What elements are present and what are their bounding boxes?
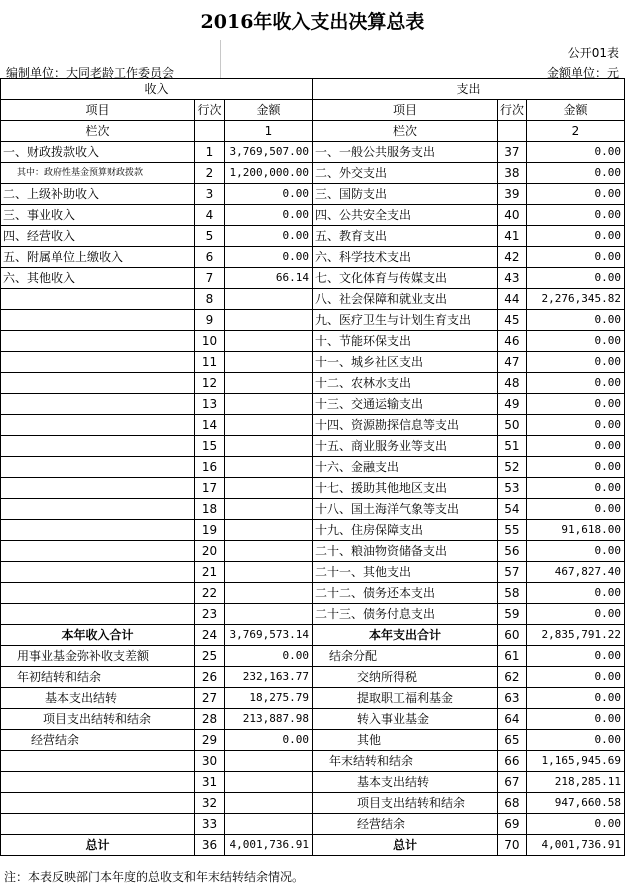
expense-amount-cell: 0.00: [526, 688, 624, 709]
income-row-number: 5: [194, 226, 224, 247]
column-index-row: [1, 121, 625, 142]
income-row-number: 11: [194, 352, 224, 373]
expense-item-cell: 四、公共安全支出: [312, 205, 497, 226]
expense-row-number: 39: [497, 184, 526, 205]
reporting-organization: 编制单位：大同老龄工作委员会: [6, 66, 175, 80]
income-row-number: 33: [194, 814, 224, 835]
expense-row-number: 51: [497, 436, 526, 457]
income-row-number: 27: [194, 688, 224, 709]
income-index-label: 栏次: [1, 121, 195, 142]
table-row: [1, 457, 625, 478]
expense-item-cell: 转入事业基金: [312, 709, 497, 730]
income-item-cell: 用事业基金弥补收支差额: [1, 646, 195, 667]
expense-row-number: 60: [497, 625, 526, 646]
income-amount-cell: [224, 310, 312, 331]
expense-row-number: 69: [497, 814, 526, 835]
income-row-number: 24: [194, 625, 224, 646]
expense-row-number: 52: [497, 457, 526, 478]
expense-amount-cell: 0.00: [526, 163, 624, 184]
income-item-cell: [1, 751, 195, 772]
income-amount-cell: 0.00: [224, 226, 312, 247]
expense-amount-cell: 0.00: [526, 352, 624, 373]
expense-item-cell: 二十、粮油物资储备支出: [312, 541, 497, 562]
income-amount-cell: 3,769,507.00: [224, 142, 312, 163]
income-row-number: 10: [194, 331, 224, 352]
income-row-number: 15: [194, 436, 224, 457]
expense-amount-cell: 0.00: [526, 373, 624, 394]
table-row: [1, 520, 625, 541]
income-row-number: 9: [194, 310, 224, 331]
income-item-cell: [1, 331, 195, 352]
income-section-header: 收入: [1, 79, 313, 100]
income-amount-cell: [224, 373, 312, 394]
income-item-cell: 项目支出结转和结余: [1, 709, 195, 730]
income-item-cell: [1, 394, 195, 415]
expense-row-number: 43: [497, 268, 526, 289]
income-item-cell: 经营结余: [1, 730, 195, 751]
expense-item-cell: 结余分配: [312, 646, 497, 667]
expense-amount-cell: 0.00: [526, 247, 624, 268]
expense-item-cell: 十四、资源勘探信息等支出: [312, 415, 497, 436]
table-row: [1, 331, 625, 352]
table-row: [1, 499, 625, 520]
income-row-number: 4: [194, 205, 224, 226]
income-item-cell: 基本支出结转: [1, 688, 195, 709]
income-item-cell: 本年收入合计: [1, 625, 195, 646]
table-row: [1, 205, 625, 226]
income-amount-cell: [224, 352, 312, 373]
expense-amount-cell: 2,835,791.22: [526, 625, 624, 646]
expense-item-cell: 二十二、债务还本支出: [312, 583, 497, 604]
income-amount-cell: 66.14: [224, 268, 312, 289]
income-row-number: 30: [194, 751, 224, 772]
income-amount-cell: 0.00: [224, 646, 312, 667]
expense-amount-cell: 0.00: [526, 310, 624, 331]
income-amount-cell: [224, 499, 312, 520]
expense-item-cell: 本年支出合计: [312, 625, 497, 646]
expense-row-number: 62: [497, 667, 526, 688]
expense-row-number: 37: [497, 142, 526, 163]
expense-item-cell: 十一、城乡社区支出: [312, 352, 497, 373]
expense-row-number: 49: [497, 394, 526, 415]
income-row-number: 3: [194, 184, 224, 205]
expense-amount-cell: 91,618.00: [526, 520, 624, 541]
table-row: [1, 394, 625, 415]
income-item-cell: 总计: [1, 835, 195, 856]
expense-amount-cell: 0.00: [526, 268, 624, 289]
income-amount-cell: 232,163.77: [224, 667, 312, 688]
expense-item-cell: 十、节能环保支出: [312, 331, 497, 352]
income-row-number: 14: [194, 415, 224, 436]
expense-amount-cell: 218,285.11: [526, 772, 624, 793]
expense-amount-cell: 0.00: [526, 184, 624, 205]
expense-item-cell: 十六、金融支出: [312, 457, 497, 478]
expense-row-number: 61: [497, 646, 526, 667]
expense-row-number: 57: [497, 562, 526, 583]
expense-amount-cell: 0.00: [526, 226, 624, 247]
expense-row-number: 54: [497, 499, 526, 520]
expense-row-number: 44: [497, 289, 526, 310]
table-row: [1, 436, 625, 457]
income-item-cell: [1, 772, 195, 793]
expense-item-cell: 十八、国土海洋气象等支出: [312, 499, 497, 520]
expense-amount-cell: 0.00: [526, 814, 624, 835]
report-title: 2016年收入支出决算总表: [200, 10, 425, 33]
income-row-number: 28: [194, 709, 224, 730]
income-amount-cell: 213,887.98: [224, 709, 312, 730]
expense-item-cell: 经营结余: [312, 814, 497, 835]
expense-item-header: 项目: [312, 100, 497, 121]
table-row: [1, 310, 625, 331]
table-row: [1, 541, 625, 562]
income-item-cell: [1, 415, 195, 436]
expense-row-number: 63: [497, 688, 526, 709]
expense-item-cell: 六、科学技术支出: [312, 247, 497, 268]
income-item-cell: [1, 814, 195, 835]
expense-item-cell: 基本支出结转: [312, 772, 497, 793]
income-row-number: 7: [194, 268, 224, 289]
table-row: [1, 268, 625, 289]
expense-row-number: 68: [497, 793, 526, 814]
expense-item-cell: 五、教育支出: [312, 226, 497, 247]
income-row-number: 16: [194, 457, 224, 478]
income-item-cell: 一、财政拨款收入: [1, 142, 195, 163]
income-row-number: 29: [194, 730, 224, 751]
income-row-number: 32: [194, 793, 224, 814]
income-item-cell: [1, 604, 195, 625]
expense-row-number: 42: [497, 247, 526, 268]
expense-amount-cell: 0.00: [526, 478, 624, 499]
table-row: [1, 184, 625, 205]
income-row-number: 31: [194, 772, 224, 793]
income-row-number: 6: [194, 247, 224, 268]
expense-index-number: 2: [526, 121, 624, 142]
expense-row-number: 67: [497, 772, 526, 793]
income-item-cell: [1, 436, 195, 457]
table-row: [1, 163, 625, 184]
expense-row-number: 53: [497, 478, 526, 499]
income-amount-cell: 3,769,573.14: [224, 625, 312, 646]
expense-amount-cell: 2,276,345.82: [526, 289, 624, 310]
income-amount-cell: [224, 793, 312, 814]
footnote: 注：本表反映部门本年度的总收支和年末结转结余情况。: [4, 870, 305, 884]
expense-item-cell: 二十三、债务付息支出: [312, 604, 497, 625]
table-row: [1, 814, 625, 835]
income-item-cell: [1, 520, 195, 541]
expense-section-header: 支出: [312, 79, 624, 100]
expense-item-cell: 年末结转和结余: [312, 751, 497, 772]
table-row: [1, 667, 625, 688]
income-amount-cell: 0.00: [224, 205, 312, 226]
income-item-cell: [1, 583, 195, 604]
expense-item-cell: 十二、农林水支出: [312, 373, 497, 394]
expense-amount-cell: 0.00: [526, 394, 624, 415]
income-row-number: 18: [194, 499, 224, 520]
income-amount-cell: [224, 751, 312, 772]
income-item-cell: 其中：政府性基金预算财政拨款: [1, 163, 195, 184]
expense-amount-cell: 0.00: [526, 730, 624, 751]
income-row-number: 17: [194, 478, 224, 499]
table-row: [1, 604, 625, 625]
expense-row-number: 40: [497, 205, 526, 226]
expense-amount-cell: 0.00: [526, 415, 624, 436]
expense-amount-cell: 0.00: [526, 205, 624, 226]
table-row: [1, 835, 625, 856]
income-amount-cell: [224, 520, 312, 541]
expense-item-cell: 十七、援助其他地区支出: [312, 478, 497, 499]
expense-item-cell: 其他: [312, 730, 497, 751]
expense-row-number: 59: [497, 604, 526, 625]
income-amount-cell: 0.00: [224, 247, 312, 268]
expense-amount-cell: 0.00: [526, 667, 624, 688]
expense-item-cell: 九、医疗卫生与计划生育支出: [312, 310, 497, 331]
expense-row-number: 65: [497, 730, 526, 751]
income-row-number: 19: [194, 520, 224, 541]
income-row-number: 22: [194, 583, 224, 604]
expense-row-number: 66: [497, 751, 526, 772]
table-row: [1, 352, 625, 373]
expense-row-number: 64: [497, 709, 526, 730]
amount-unit: 金额单位：元: [546, 66, 619, 80]
income-row-number: 21: [194, 562, 224, 583]
income-item-cell: [1, 793, 195, 814]
expense-amount-cell: 0.00: [526, 436, 624, 457]
income-amount-cell: [224, 583, 312, 604]
income-amount-cell: [224, 772, 312, 793]
expense-row-number: 56: [497, 541, 526, 562]
income-item-cell: [1, 457, 195, 478]
income-item-cell: [1, 310, 195, 331]
income-amount-cell: 4,001,736.91: [224, 835, 312, 856]
income-amount-cell: [224, 394, 312, 415]
expense-amount-cell: 1,165,945.69: [526, 751, 624, 772]
income-item-cell: 四、经营收入: [1, 226, 195, 247]
table-row: [1, 772, 625, 793]
income-amount-cell: 1,200,000.00: [224, 163, 312, 184]
income-amount-cell: [224, 604, 312, 625]
expense-item-cell: 交纳所得税: [312, 667, 497, 688]
table-row: [1, 793, 625, 814]
expense-row-header: 行次: [497, 100, 526, 121]
table-row: [1, 478, 625, 499]
expense-amount-cell: 0.00: [526, 604, 624, 625]
expense-item-cell: 二、外交支出: [312, 163, 497, 184]
table-row: [1, 289, 625, 310]
column-header-row: [1, 100, 625, 121]
expense-item-cell: 一、一般公共服务支出: [312, 142, 497, 163]
expense-amount-cell: 0.00: [526, 541, 624, 562]
income-item-cell: 年初结转和结余: [1, 667, 195, 688]
expense-amount-cell: 0.00: [526, 457, 624, 478]
income-amount-cell: [224, 541, 312, 562]
expense-index-empty: [497, 121, 526, 142]
expense-row-number: 70: [497, 835, 526, 856]
table-row: [1, 646, 625, 667]
expense-row-number: 46: [497, 331, 526, 352]
income-row-number: 20: [194, 541, 224, 562]
table-row: [1, 562, 625, 583]
income-row-header: 行次: [194, 100, 224, 121]
expense-amount-cell: 0.00: [526, 709, 624, 730]
expense-row-number: 58: [497, 583, 526, 604]
report-header: [0, 40, 625, 78]
income-amount-cell: [224, 415, 312, 436]
expense-item-cell: 提取职工福利基金: [312, 688, 497, 709]
expense-row-number: 38: [497, 163, 526, 184]
expense-item-cell: 总计: [312, 835, 497, 856]
income-amount-cell: [224, 289, 312, 310]
expense-row-number: 50: [497, 415, 526, 436]
income-item-cell: [1, 373, 195, 394]
table-row: [1, 247, 625, 268]
income-row-number: 26: [194, 667, 224, 688]
income-amount-header: 金额: [224, 100, 312, 121]
expense-amount-cell: 0.00: [526, 583, 624, 604]
income-amount-cell: [224, 457, 312, 478]
income-item-cell: 三、事业收入: [1, 205, 195, 226]
expense-amount-cell: 467,827.40: [526, 562, 624, 583]
income-amount-cell: [224, 562, 312, 583]
income-item-header: 项目: [1, 100, 195, 121]
expense-item-cell: 七、文化体育与传媒支出: [312, 268, 497, 289]
table-row: [1, 730, 625, 751]
table-row: [1, 583, 625, 604]
income-item-cell: [1, 289, 195, 310]
income-amount-cell: [224, 814, 312, 835]
income-item-cell: 五、附属单位上缴收入: [1, 247, 195, 268]
income-item-cell: [1, 352, 195, 373]
income-amount-cell: 0.00: [224, 184, 312, 205]
income-item-cell: 六、其他收入: [1, 268, 195, 289]
expense-amount-cell: 0.00: [526, 331, 624, 352]
table-row: [1, 226, 625, 247]
expense-row-number: 47: [497, 352, 526, 373]
expense-item-cell: 三、国防支出: [312, 184, 497, 205]
table-row: [1, 709, 625, 730]
budget-summary-table: [0, 78, 625, 856]
expense-amount-cell: 947,660.58: [526, 793, 624, 814]
table-row: [1, 751, 625, 772]
income-amount-cell: [224, 331, 312, 352]
income-item-cell: [1, 478, 195, 499]
table-row: [1, 688, 625, 709]
expense-amount-cell: 0.00: [526, 142, 624, 163]
expense-row-number: 41: [497, 226, 526, 247]
income-row-number: 23: [194, 604, 224, 625]
income-item-cell: [1, 541, 195, 562]
table-row: [1, 373, 625, 394]
income-item-cell: [1, 499, 195, 520]
form-number: 公开01表: [567, 46, 619, 60]
expense-item-cell: 项目支出结转和结余: [312, 793, 497, 814]
income-row-number: 25: [194, 646, 224, 667]
income-row-number: 12: [194, 373, 224, 394]
table-row: [1, 625, 625, 646]
income-row-number: 2: [194, 163, 224, 184]
expense-item-cell: 二十一、其他支出: [312, 562, 497, 583]
table-row: [1, 142, 625, 163]
income-amount-cell: 18,275.79: [224, 688, 312, 709]
expense-amount-cell: 0.00: [526, 646, 624, 667]
expense-index-label: 栏次: [312, 121, 497, 142]
expense-row-number: 45: [497, 310, 526, 331]
income-amount-cell: 0.00: [224, 730, 312, 751]
income-index-number: 1: [224, 121, 312, 142]
income-amount-cell: [224, 478, 312, 499]
expense-item-cell: 十五、商业服务业等支出: [312, 436, 497, 457]
income-amount-cell: [224, 436, 312, 457]
expense-amount-header: 金额: [526, 100, 624, 121]
income-item-cell: 二、上级补助收入: [1, 184, 195, 205]
income-row-number: 36: [194, 835, 224, 856]
income-row-number: 13: [194, 394, 224, 415]
expense-amount-cell: 0.00: [526, 499, 624, 520]
header-divider: [220, 40, 221, 78]
expense-item-cell: 十九、住房保障支出: [312, 520, 497, 541]
income-row-number: 1: [194, 142, 224, 163]
section-header-row: [1, 79, 625, 100]
expense-item-cell: 十三、交通运输支出: [312, 394, 497, 415]
expense-row-number: 55: [497, 520, 526, 541]
expense-item-cell: 八、社会保障和就业支出: [312, 289, 497, 310]
income-row-number: 8: [194, 289, 224, 310]
expense-row-number: 48: [497, 373, 526, 394]
income-item-cell: [1, 562, 195, 583]
expense-amount-cell: 4,001,736.91: [526, 835, 624, 856]
table-row: [1, 415, 625, 436]
income-index-empty: [194, 121, 224, 142]
